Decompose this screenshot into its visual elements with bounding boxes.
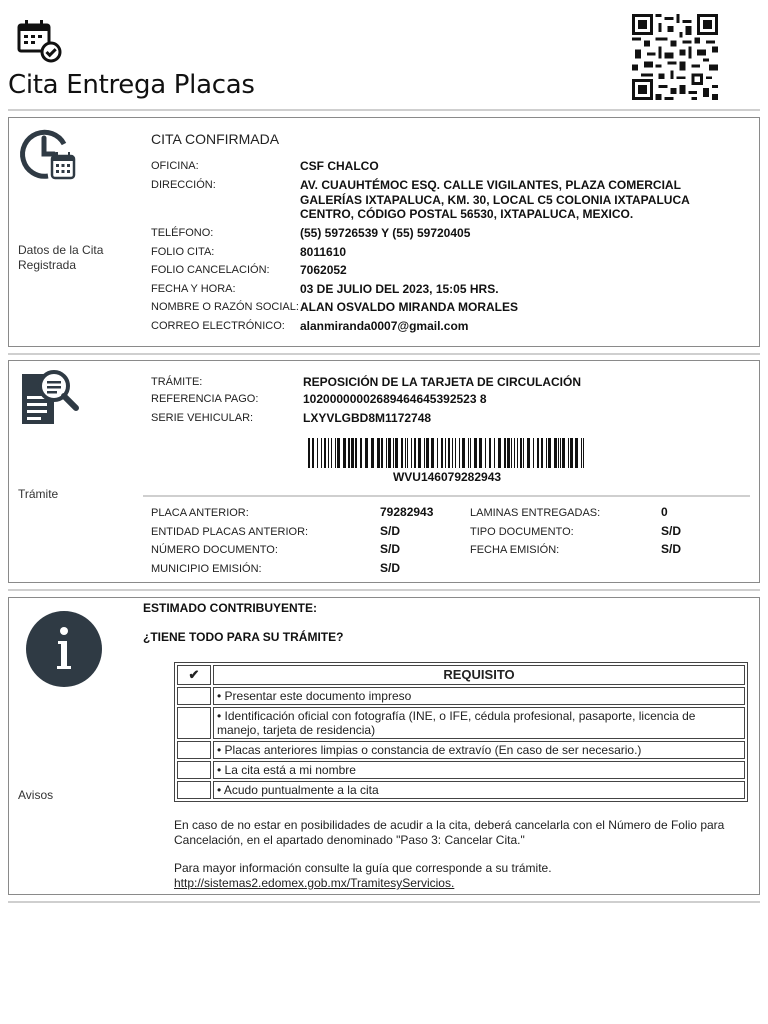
detail-value: S/D [380,561,401,575]
detail-label: LAMINAS ENTREGADAS: [470,507,601,519]
detail-label: ENTIDAD PLACAS ANTERIOR: [151,526,309,538]
table-row [177,707,745,739]
field-label: DIRECCIÓN: [151,179,216,191]
qr-code-icon [632,14,718,100]
requisitos-table [174,662,748,802]
detail-label: MUNICIPIO EMISIÓN: [151,563,262,575]
requisito-checkbox[interactable] [177,741,211,759]
clock-calendar-icon [18,124,78,184]
check-header-icon: ✔ [177,665,211,685]
document-search-icon [18,366,80,428]
requisito-text: • Placas anteriores limpias o constancia de extravío (En caso de ser necesario.) [213,741,745,759]
field-label: FOLIO CANCELACIÓN: [151,264,270,276]
detail-value: S/D [380,524,401,538]
field-value: LXYVLGBD8M1172748 [303,411,432,425]
field-value: alanmiranda0007@gmail.com [300,319,469,333]
avisos-subheading: ¿TIENE TODO PARA SU TRÁMITE? [143,630,344,644]
field-value: (55) 59726539 Y (55) 59720405 [300,226,471,240]
table-row [177,761,745,779]
requisito-checkbox[interactable] [177,781,211,799]
cita-side-label: Datos de la Cita Registrada [18,243,104,272]
tramite-side-label: Trámite [18,487,59,501]
detail-value: S/D [380,542,401,556]
detail-value: 0 [661,505,668,519]
detail-value: 79282943 [380,505,434,519]
field-label: TRÁMITE: [151,376,203,388]
field-value: 03 DE JULIO DEL 2023, 15:05 HRS. [300,282,499,296]
field-label: SERIE VEHICULAR: [151,412,254,424]
field-label: FOLIO CITA: [151,246,215,258]
barcode-text: WVU146079282943 [392,470,502,484]
field-label: FECHA Y HORA: [151,283,236,295]
field-label: OFICINA: [151,160,199,172]
requisito-checkbox[interactable] [177,761,211,779]
field-value: CSF CHALCO [300,159,379,173]
field-label: CORREO ELECTRÓNICO: [151,320,285,332]
field-label: NOMBRE O RAZÓN SOCIAL: [151,301,299,313]
page-title: Cita Entrega Placas [8,70,255,100]
cancel-note: En caso de no estar en posibilidades de acudir a la cita, deberá cancelarla con el Número de Folio para Cancelación, en el apartado denominado "Paso 3: Cancelar Cita." [174,818,725,847]
requisito-header: REQUISITO [213,665,745,685]
table-row [177,781,745,799]
requisito-checkbox[interactable] [177,707,211,739]
detail-label: NÚMERO DOCUMENTO: [151,544,278,556]
tramites-link[interactable]: http://sistemas2.edomex.gob.mx/TramitesyServicios. [174,876,455,890]
cita-heading: CITA CONFIRMADA [151,131,280,147]
requisito-text: • Acudo puntualmente a la cita [213,781,745,799]
info-icon [26,611,102,687]
table-row [177,741,745,759]
avisos-side-label: Avisos [18,788,54,802]
field-value: 7062052 [300,263,347,277]
table-header-row [177,665,745,685]
detail-value: S/D [661,524,682,538]
requisito-checkbox[interactable] [177,687,211,705]
requisito-text: • La cita está a mi nombre [213,761,745,779]
field-value: 8011610 [300,245,347,259]
detail-label: PLACA ANTERIOR: [151,507,249,519]
table-row [177,687,745,705]
field-label: REFERENCIA PAGO: [151,393,259,405]
barcode [308,438,586,468]
field-label: TELÉFONO: [151,227,214,239]
detail-label: FECHA EMISIÓN: [470,544,560,556]
detail-value: S/D [661,542,682,556]
field-value: ALAN OSVALDO MIRANDA MORALES [300,300,518,314]
avisos-heading: ESTIMADO CONTRIBUYENTE: [143,601,317,615]
requisito-text: • Presentar este documento impreso [213,687,745,705]
field-value: 10200000002689464645392523 8 [303,392,487,406]
info-note: Para mayor información consulte la guía que corresponde a su trámite. [174,861,552,875]
calendar-check-icon [16,16,64,64]
detail-label: TIPO DOCUMENTO: [470,526,574,538]
requisito-text: • Identificación oficial con fotografía (INE, o IFE, cédula profesional, pasaporte, licencia de manejo, tarjeta de residencia) [213,707,745,739]
field-value: AV. CUAUHTÉMOC ESQ. CALLE VIGILANTES, PLAZA COMERCIAL GALERÍAS IXTAPALUCA, KM. 30, LOCAL C5 COLONIA IXTAPALUCA CENTRO, CÓDIGO POSTAL 56530, IXTAPALUCA, MEXICO. [300,178,690,221]
field-value: REPOSICIÓN DE LA TARJETA DE CIRCULACIÓN [303,375,582,389]
